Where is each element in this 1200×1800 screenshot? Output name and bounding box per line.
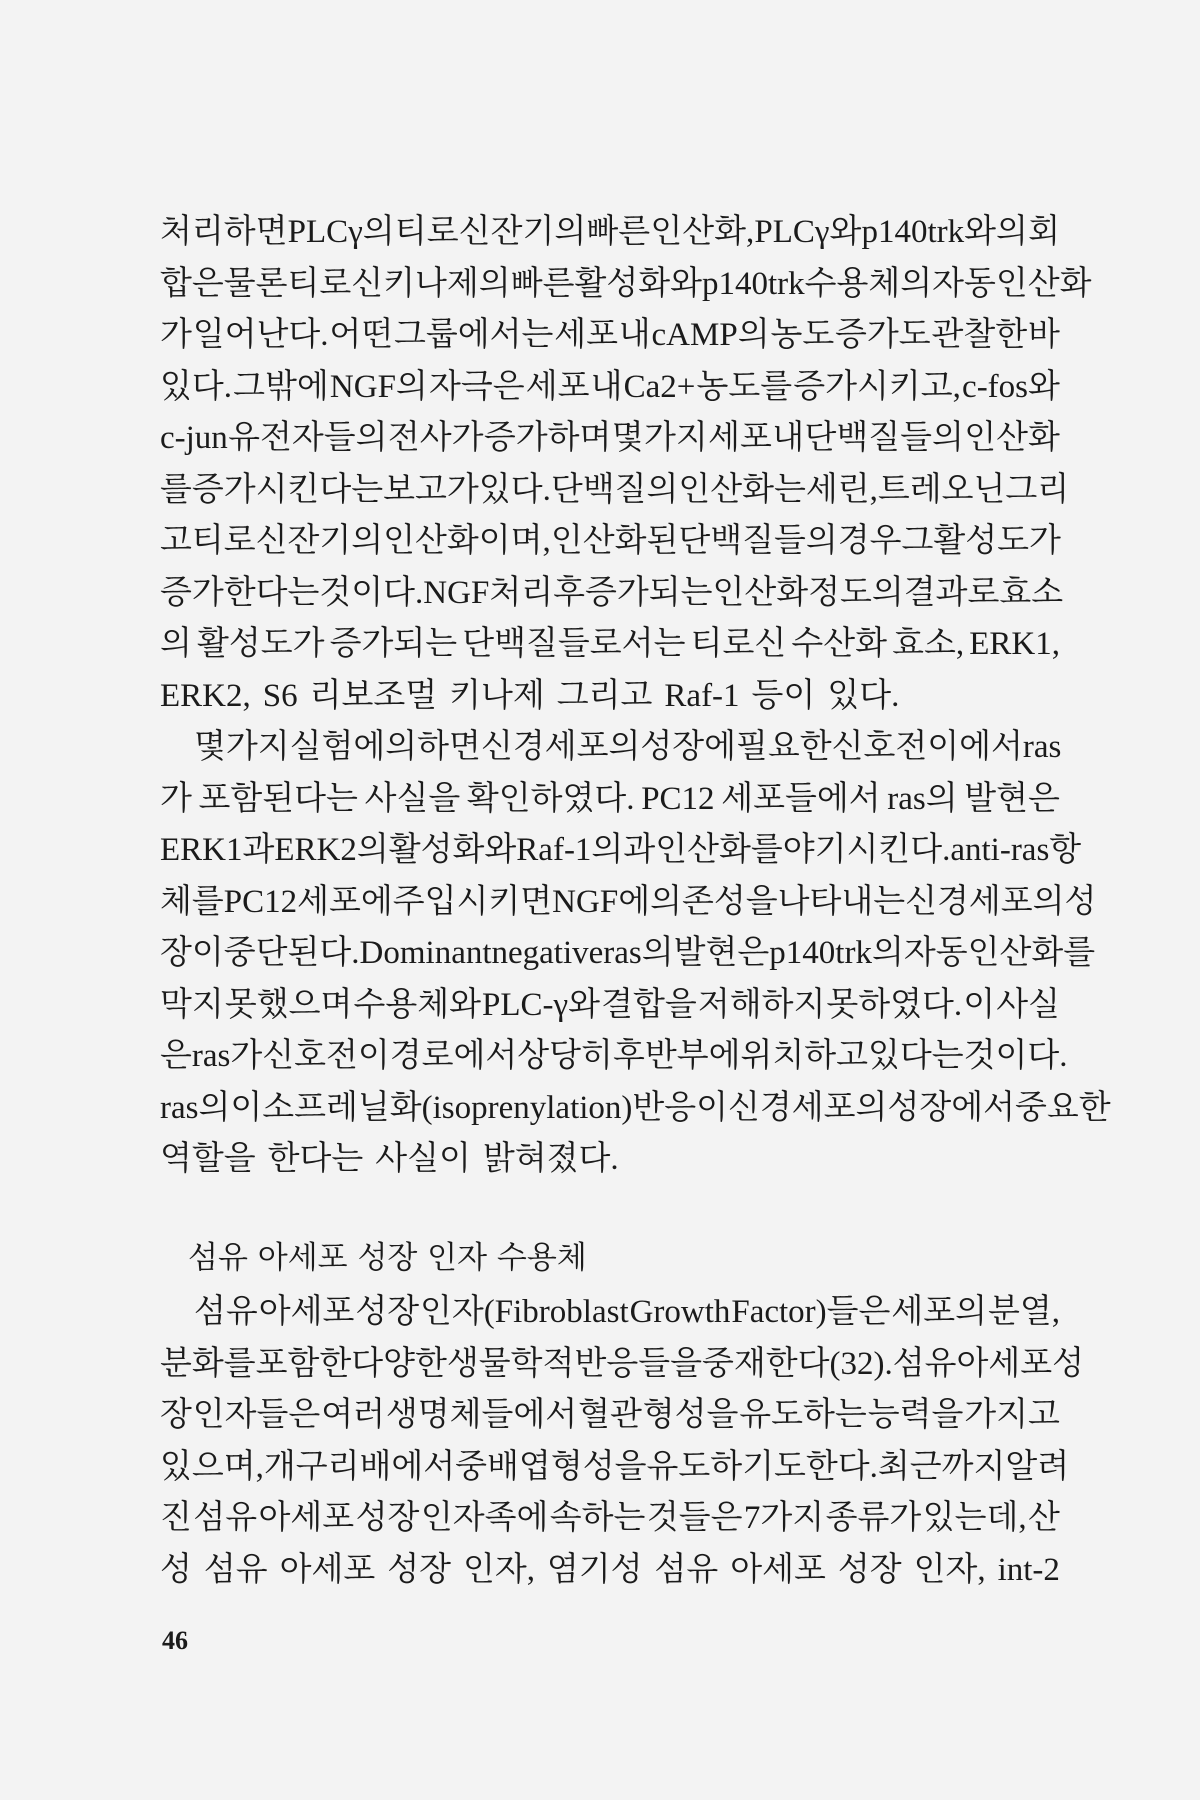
- text-line: 섬유 아세포 성장 인자(Fibroblast Growth Factor)들은 세포의 분열,: [194, 1294, 1060, 1330]
- text-line: 장이 중단된다. Dominant negative ras의 발현은 p140trk의 자동 인산화를: [160, 935, 1096, 971]
- text-line: 은 ras가 신호 전이 경로에서 상당히 후반부에 위치하고 있다는 것이다.: [160, 1038, 1068, 1074]
- text-line: 역할을 한다는 사실이 밝혀졌다.: [160, 1141, 619, 1177]
- text-line: 있다. 그밖에 NGF의 자극은 세포 내 Ca2+ 농도를 증가시키고, c-fos와: [160, 368, 1060, 405]
- text-line: 체를 PC12 세포에 주입시키면 NGF에 의존성을 나타내는 신경세포의 성: [160, 883, 1097, 920]
- page-number: 46: [162, 1626, 188, 1655]
- text-line: 증가한다는 것이다. NGF 처리 후 증가되는 인산화 정도의 결과로 효소: [160, 574, 1064, 611]
- paragraph-3: [160, 1285, 1084, 1594]
- text-line: 처리하면 PLCγ의 티로신 잔기의 빠른 인산화, PLCγ와 p140trk와의 회: [160, 214, 1060, 250]
- text-line: ras의 이소프레닐화(isoprenylation) 반응이 신경세포의 성장에서 중요한: [160, 1089, 1111, 1126]
- text-line: 있으며, 개구리 배에서 중배엽 형성을 유도하기도 한다. 최근까지 알려: [160, 1448, 1070, 1485]
- text-line: 막지 못했으며 수용체와 PLC-γ와 결합을 저해하지 못하였다. 이 사실: [160, 986, 1060, 1023]
- text-line: 분화를 포함한 다양한 생물학적 반응들을 중재한다(32). 섬유 아세포 성: [160, 1345, 1084, 1382]
- text-line: c-jun 유전자들의 전사가 증가하며 몇 가지 세포 내 단백질들의 인산화: [160, 420, 1060, 456]
- paragraph-2: [160, 720, 1111, 1184]
- text-line: ERK2, S6 리보조멀 키나제 그리고 Raf-1 등이 있다.: [160, 677, 900, 714]
- text-line: 가 일어난다. 어떤 그룹에서는 세포 내 cAMP의 농도 증가도 관찰한 바: [160, 317, 1060, 353]
- section-heading: 섬유 아세포 성장 인자 수용체: [188, 1240, 587, 1276]
- paragraph-1: [160, 205, 1092, 720]
- text-line: 몇 가지 실험에 의하면 신경세포의 성장에 필요한 신호 전이에서 ras: [194, 729, 1062, 765]
- text-line: 의 활성도가 증가되는 단백질들로서는 티로신 수산화 효소, ERK1,: [160, 626, 1060, 662]
- text-line: 장 인자들은 여러 생명체들에서 혈관 형성을 유도하는 능력을 가지고: [160, 1397, 1060, 1433]
- text-line: 고 티로신 잔기의 인산화이며, 인산화된 단백질들의 경우 그 활성도가: [160, 523, 1061, 559]
- text-line: 가 포함된다는 사실을 확인하였다. PC12 세포들에서 ras의 발현은: [160, 780, 1060, 817]
- text-line: ERK1과 ERK2의 활성화와 Raf-1의 과인산화를 야기시킨다. anti-ras 항: [160, 832, 1082, 868]
- text-line: 성 섬유 아세포 성장 인자, 염기성 섬유 아세포 성장 인자, int-2: [160, 1551, 1060, 1588]
- text-line: 합은 물론 티로신 키나제의 빠른 활성화와 p140trk 수용체의 자동인산화: [160, 265, 1092, 302]
- text-line: 를 증가시킨다는 보고가 있다. 단백질의 인산화는 세린, 트레오닌 그리: [160, 471, 1070, 508]
- text-line: 진 섬유 아세포 성장 인자족에 속하는 것들은 7가지 종류가 있는데, 산: [160, 1500, 1060, 1536]
